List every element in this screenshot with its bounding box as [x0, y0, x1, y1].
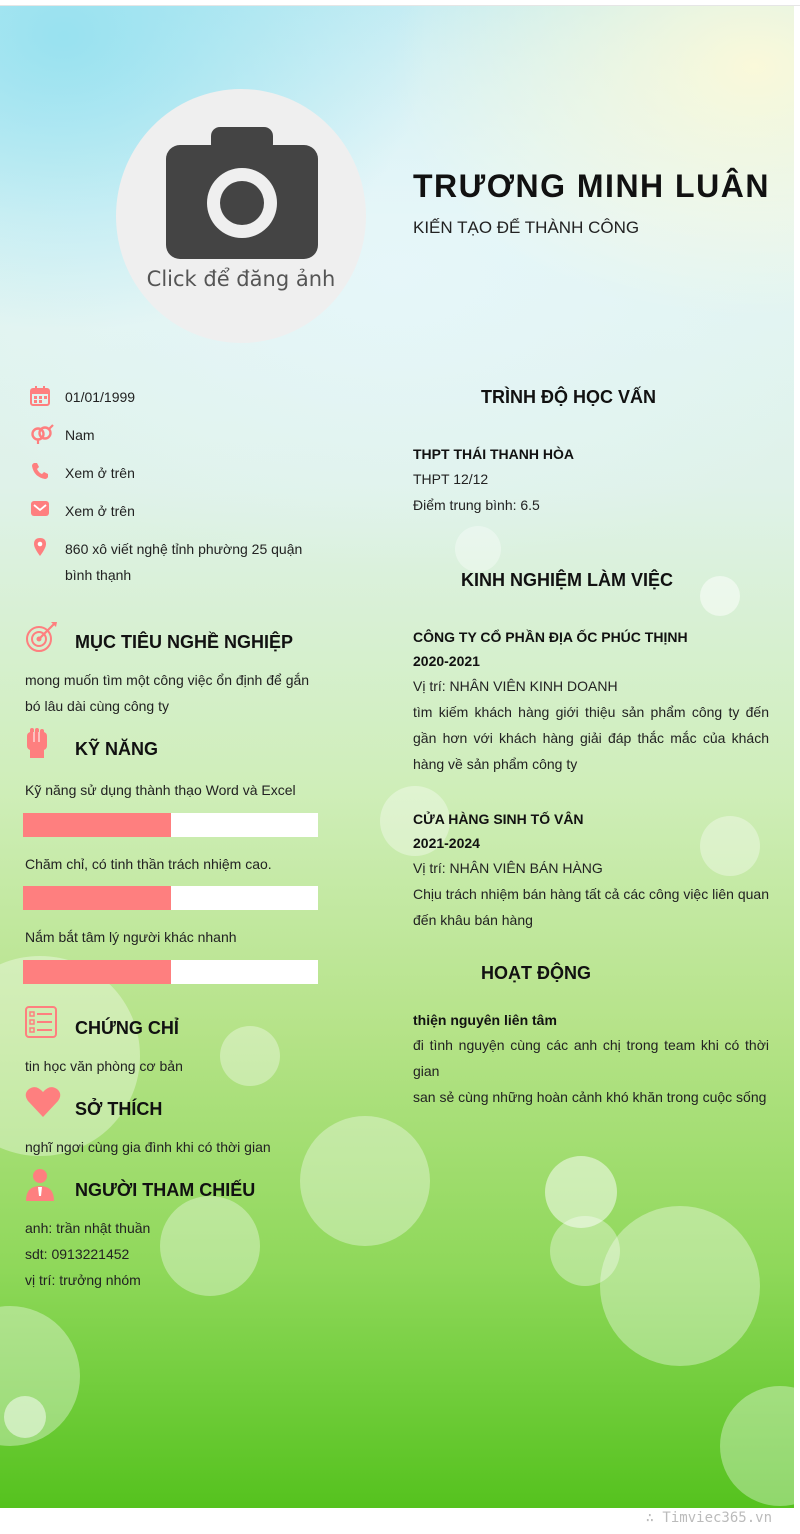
certificates-text: tin học văn phòng cơ bản	[25, 1058, 183, 1074]
objective-title: MỤC TIÊU NGHỀ NGHIỆP	[75, 632, 294, 652]
education-gpa: Điểm trung bình: 6.5	[413, 497, 540, 513]
skill-level-fill	[23, 886, 171, 910]
address-value: 860 xô viết nghệ tỉnh phường 25 quận bình thạnh	[65, 541, 303, 583]
mail-icon	[30, 499, 50, 519]
gender-icon	[30, 424, 54, 444]
candidate-tagline: KIẾN TẠO ĐỂ THÀNH CÔNG	[413, 218, 640, 237]
birthday-value: 01/01/1999	[65, 389, 136, 405]
job-period: 2021-2024	[413, 835, 480, 851]
phone-icon	[30, 461, 50, 481]
education-school: THPT THÁI THANH HÒA	[413, 446, 574, 462]
gender-value: Nam	[65, 427, 95, 443]
camera-icon	[166, 127, 318, 259]
reference-line: vị trí: trưởng nhóm	[25, 1272, 141, 1288]
activities-title: HOẠT ĐỘNG	[481, 963, 591, 983]
job-position: Vị trí: NHÂN VIÊN KINH DOANH	[413, 678, 618, 694]
bokeh-decoration	[720, 1386, 794, 1506]
skill-level-bar	[23, 813, 318, 837]
activity-line: san sẻ cùng những hoàn cảnh khó khăn trong cuộc sống	[413, 1089, 767, 1105]
activity-line: đi tình nguyện cùng các anh chị trong team khi có thời gian	[413, 1037, 769, 1079]
watermark: ∴ Timviec365.vn	[645, 1510, 772, 1526]
experience-title: KINH NGHIỆM LÀM VIỆC	[461, 570, 674, 590]
objective-text: mong muốn tìm một công việc ổn định để gắn bó lâu dài cùng công ty	[25, 672, 310, 714]
education-title: TRÌNH ĐỘ HỌC VẤN	[481, 387, 656, 407]
skills-title: KỸ NĂNG	[75, 739, 159, 759]
skill-name: Nắm bắt tâm lý người khác nhanh	[25, 929, 237, 945]
reference-line: sdt: 0913221452	[25, 1246, 130, 1262]
job-period: 2020-2021	[413, 653, 480, 669]
hobbies-title: SỞ THÍCH	[75, 1099, 163, 1119]
skill-level-fill	[23, 813, 171, 837]
heart-icon	[25, 1086, 61, 1118]
cv-page	[0, 6, 794, 1508]
job-position: Vị trí: NHÂN VIÊN BÁN HÀNG	[413, 860, 603, 876]
job-description: Chịu trách nhiệm bán hàng tất cả các công việc liên quan đến khâu bán hàng	[413, 886, 769, 928]
bokeh-decoration	[700, 576, 740, 616]
calendar-icon	[30, 386, 50, 406]
email-value: Xem ở trên	[65, 503, 135, 519]
bokeh-decoration	[4, 1396, 46, 1438]
bokeh-decoration	[600, 1206, 760, 1366]
skill-name: Kỹ năng sử dụng thành thạo Word và Excel	[25, 782, 296, 798]
skill-level-bar	[23, 886, 318, 910]
person-icon	[25, 1168, 55, 1202]
phone-value: Xem ở trên	[65, 465, 135, 481]
profile-photo-upload[interactable]	[116, 89, 366, 343]
bokeh-decoration	[455, 526, 501, 572]
skill-name: Chăm chỉ, có tinh thần trách nhiệm cao.	[25, 856, 272, 872]
checklist-icon	[25, 1006, 57, 1038]
certificates-title: CHỨNG CHỈ	[75, 1018, 179, 1038]
target-icon	[25, 620, 59, 654]
job-company: CÔNG TY CỔ PHẦN ĐỊA ỐC PHÚC THỊNH	[413, 629, 688, 645]
skill-level-fill	[23, 960, 171, 984]
job-company: CỬA HÀNG SINH TỐ VÂN	[413, 811, 584, 827]
candidate-name: TRƯƠNG MINH LUÂN	[413, 168, 770, 204]
reference-line: anh: trần nhật thuần	[25, 1220, 151, 1236]
hobbies-text: nghĩ ngơi cùng gia đình khi có thời gian	[25, 1139, 271, 1155]
education-level: THPT 12/12	[413, 471, 489, 487]
photo-upload-label: Click để đăng ảnh	[146, 267, 336, 291]
skill-level-bar	[23, 960, 318, 984]
activity-name: thiện nguyên liên tâm	[413, 1012, 557, 1028]
job-description: tìm kiếm khách hàng giới thiệu sản phẩm công ty đến gần hơn với khách hàng giải đáp thắc mắc của khách hàng về sản phẩm công ty	[413, 704, 769, 772]
fist-icon	[25, 728, 49, 760]
references-title: NGƯỜI THAM CHIẾU	[75, 1180, 256, 1200]
location-pin-icon	[30, 537, 50, 557]
bokeh-decoration	[550, 1216, 620, 1286]
